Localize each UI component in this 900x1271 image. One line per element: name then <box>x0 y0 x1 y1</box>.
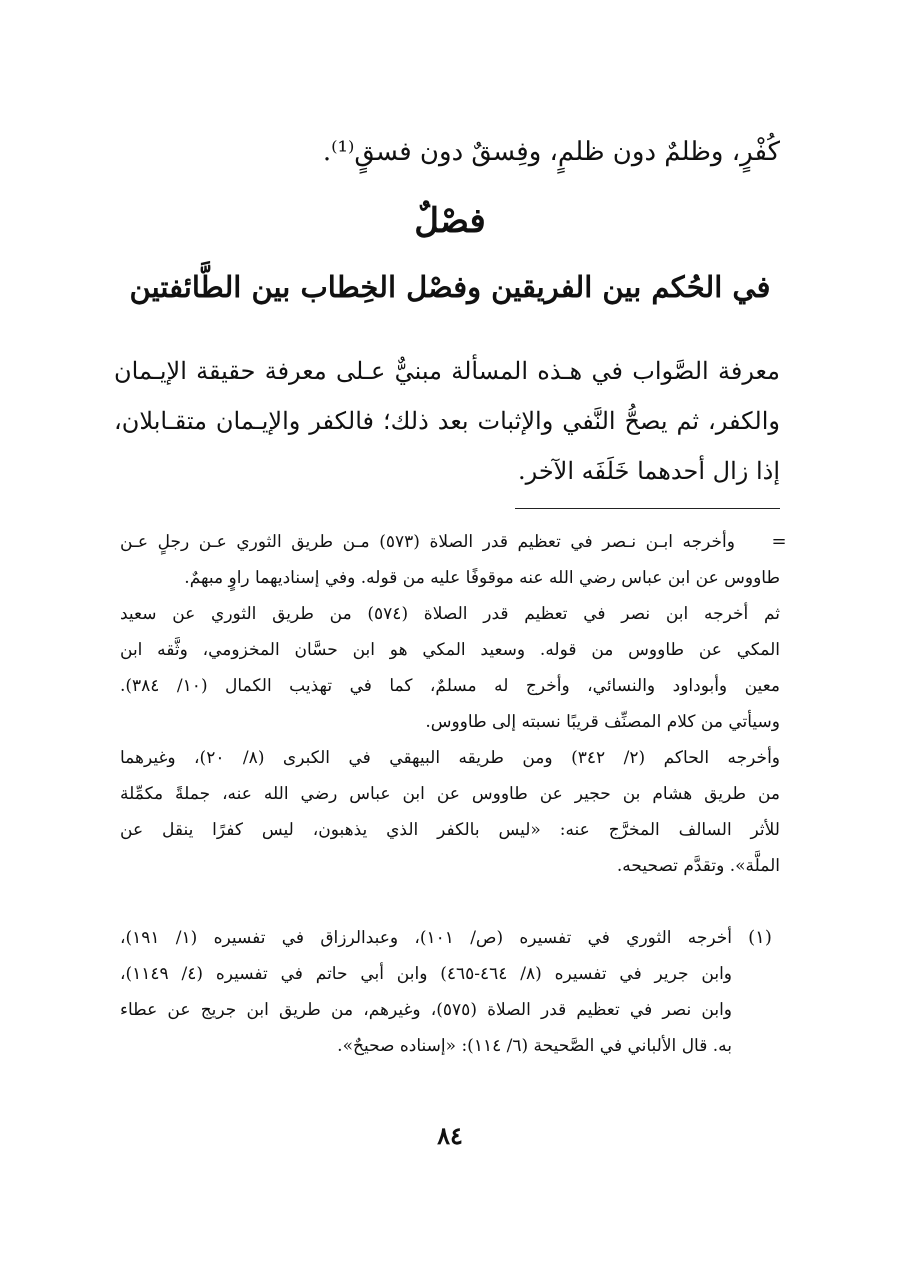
footnote-line: المكي عن طاووس من قوله. وسعيد المكي هو ابن حسَّان المخزومي، وثَّقه ابن <box>120 640 780 660</box>
continuation-text-line: كُفْرٍ، وظلمٌ دون ظلمٍ، وفِسقٌ دون فسقٍ⁽¹⁾. <box>322 137 780 167</box>
footnote-line: به. قال الألباني في الصَّحيحة (٦/ ١١٤): «إسناده صحيحٌ». <box>337 1036 732 1056</box>
footnote-continuation-body <box>120 560 780 884</box>
paragraph-line: معرفة الصَّواب في هـذه المسألة مبنيٌّ عـلى معرفة حقيقة الإيـمان <box>114 357 780 385</box>
main-paragraph <box>114 346 780 496</box>
footnote-line: من طريق هشام بن حجير عن طاووس عن ابن عباس رضي الله عنه، جملةً مكمِّلة <box>120 784 780 804</box>
footnote-divider <box>515 508 780 509</box>
footnote-line: الملَّة». وتقدَّم تصحيحه. <box>616 856 780 876</box>
footnote-line: للأثر السالف المخرَّج عنه: «ليس بالكفر الذي يذهبون، ليس كفرًا ينقل عن <box>120 820 780 840</box>
footnote-number: (١) <box>748 927 772 948</box>
footnote-line: طاووس عن ابن عباس رضي الله عنه موقوفًا عليه من قوله. وفي إسناديهما راوٍ مبهمٌ. <box>184 568 780 588</box>
footnote-continuation-marker: = <box>771 531 787 552</box>
paragraph-line: إذا زال أحدهما خَلَفَه الآخر. <box>517 457 780 485</box>
footnote-line: وأخرجه ابـن نـصر في تعظيم قدر الصلاة (٥٧٣) مـن طريق الثوري عـن رجلٍ عـن <box>120 532 735 552</box>
footnote-line: معين وأبوداود والنسائي، وأخرج له مسلمٌ، كما في تهذيب الكمال (١٠/ ٣٨٤). <box>120 676 780 696</box>
section-subheading: في الحُكم بين الفريقين وفصْل الخِطاب بين الطَّائفتين <box>129 270 771 304</box>
footnote-1 <box>120 920 732 1064</box>
footnote-line: وابن جرير في تفسيره (٨/ ٤٦٤-٤٦٥) وابن أبي حاتم في تفسيره (٤/ ١١٤٩)، <box>120 964 732 984</box>
paragraph-line: والكفر، ثم يصحُّ النَّفي والإثبات بعد ذلك؛ فالكفر والإيـمان متقـابلان، <box>114 407 780 435</box>
footnote-line: أخرجه الثوري في تفسيره (ص/ ١٠١)، وعبدالرزاق في تفسيره (١/ ١٩١)، <box>120 928 732 948</box>
section-heading: فصْلٌ <box>414 201 486 241</box>
footnote-line: ثم أخرجه ابن نصر في تعظيم قدر الصلاة (٥٧٤) من طريق الثوري عن سعيد <box>120 604 780 624</box>
footnote-line: وأخرجه الحاكم (٢/ ٣٤٢) ومن طريقه البيهقي في الكبرى (٨/ ٢٠)، وغيرهما <box>120 748 780 768</box>
footnote-continuation <box>120 524 735 560</box>
page-number: ٨٤ <box>437 1121 463 1150</box>
footnote-line: وابن نصر في تعظيم قدر الصلاة (٥٧٥)، وغيرهم، من طريق ابن جريج عن عطاء <box>120 1000 732 1020</box>
footnote-line: وسيأتي من كلام المصنِّف قريبًا نسبته إلى طاووس. <box>425 712 780 732</box>
